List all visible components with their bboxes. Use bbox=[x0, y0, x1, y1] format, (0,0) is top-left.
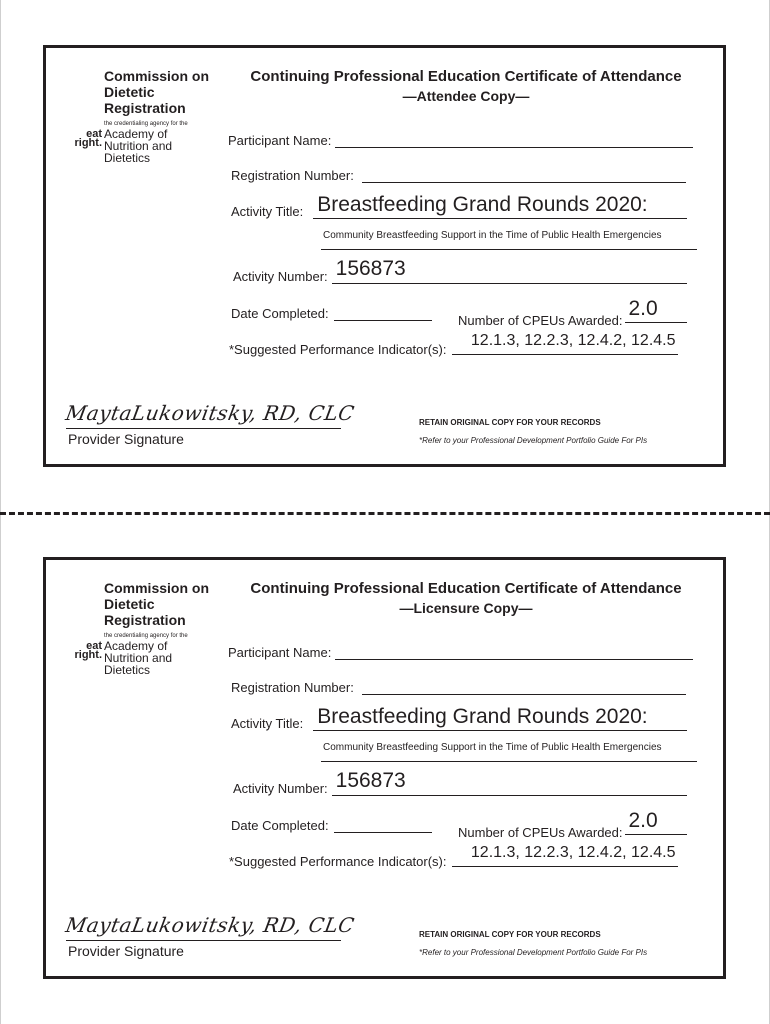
date-completed-row bbox=[231, 813, 432, 833]
performance-indicators-label: *Suggested Performance Indicator(s): bbox=[229, 854, 447, 869]
date-completed-label: Date Completed: bbox=[231, 306, 329, 321]
activity-subtitle-value: Community Breastfeeding Support in the Time of Public Health Emergencies bbox=[323, 230, 662, 241]
participant-name-row bbox=[228, 640, 693, 660]
provider-signature-label: Provider Signature bbox=[68, 431, 184, 447]
cpeu-value: 2.0 bbox=[628, 809, 658, 832]
performance-indicators-field bbox=[452, 843, 678, 867]
activity-title-field bbox=[313, 705, 687, 731]
participant-name-label: Participant Name: bbox=[228, 133, 332, 148]
activity-number-field bbox=[332, 257, 687, 284]
activity-title-field bbox=[313, 193, 687, 219]
logo-title: Commission on Dietetic Registration bbox=[104, 580, 210, 628]
provider-signature-script: MaytaLukowitsky, RD, CLC bbox=[63, 401, 357, 425]
logo-title: Commission on Dietetic Registration bbox=[104, 68, 210, 116]
cpeu-label: Number of CPEUs Awarded: bbox=[458, 825, 623, 840]
activity-subtitle-row bbox=[321, 738, 697, 762]
cpeu-row bbox=[458, 807, 687, 840]
certificate-title: Continuing Professional Education Certificate of Attendance bbox=[250, 580, 682, 597]
cpeu-field bbox=[625, 807, 687, 835]
registration-number-label: Registration Number: bbox=[231, 680, 354, 695]
activity-number-row bbox=[233, 769, 687, 796]
cpeu-row bbox=[458, 295, 687, 328]
signature-line bbox=[66, 940, 341, 941]
performance-indicators-row bbox=[229, 843, 678, 867]
activity-number-value: 156873 bbox=[335, 257, 406, 280]
registration-number-row bbox=[231, 675, 686, 695]
copy-type: —Licensure Copy— bbox=[399, 600, 533, 616]
performance-indicators-field bbox=[452, 331, 678, 355]
signature-line bbox=[66, 428, 341, 429]
cpeu-field bbox=[625, 295, 687, 323]
activity-number-row bbox=[233, 257, 687, 284]
activity-title-row bbox=[231, 705, 687, 731]
participant-name-field[interactable] bbox=[335, 128, 693, 148]
logo-org-name: Academy of Nutrition and Dietetics bbox=[104, 127, 173, 165]
activity-number-label: Activity Number: bbox=[233, 269, 328, 284]
activity-number-value: 156873 bbox=[335, 769, 406, 792]
performance-indicators-value: 12.1.3, 12.2.3, 12.4.2, 12.4.5 bbox=[470, 332, 676, 349]
participant-name-row bbox=[228, 128, 693, 148]
logo-tagline: the credentialing agency for the bbox=[104, 633, 188, 639]
certificate-title: Continuing Professional Education Certificate of Attendance bbox=[250, 68, 682, 85]
refer-notice: *Refer to your Professional Development Portfolio Guide For PIs bbox=[419, 948, 648, 957]
activity-title-value: Breastfeeding Grand Rounds 2020: bbox=[317, 193, 648, 216]
cpeu-label: Number of CPEUs Awarded: bbox=[458, 313, 623, 328]
activity-title-label: Activity Title: bbox=[231, 204, 304, 219]
date-completed-field[interactable] bbox=[334, 301, 432, 321]
activity-number-field bbox=[332, 769, 687, 796]
activity-title-row bbox=[231, 193, 687, 219]
registration-number-field[interactable] bbox=[362, 163, 686, 183]
registration-number-label: Registration Number: bbox=[231, 168, 354, 183]
certificate-heading bbox=[206, 580, 726, 616]
cpeu-value: 2.0 bbox=[628, 297, 658, 320]
retain-notice: RETAIN ORIGINAL COPY FOR YOUR RECORDS bbox=[419, 418, 601, 427]
activity-subtitle-field bbox=[321, 738, 697, 762]
registration-number-field[interactable] bbox=[362, 675, 686, 695]
copy-type: —Attendee Copy— bbox=[402, 88, 530, 104]
participant-name-field[interactable] bbox=[335, 640, 693, 660]
retain-notice: RETAIN ORIGINAL COPY FOR YOUR RECORDS bbox=[419, 930, 601, 939]
performance-indicators-label: *Suggested Performance Indicator(s): bbox=[229, 342, 447, 357]
refer-notice: *Refer to your Professional Development Portfolio Guide For PIs bbox=[419, 436, 648, 445]
activity-title-value: Breastfeeding Grand Rounds 2020: bbox=[317, 705, 648, 728]
eatright-logo-mark: eat right. bbox=[74, 640, 102, 661]
activity-subtitle-row bbox=[321, 226, 697, 250]
date-completed-row bbox=[231, 301, 432, 321]
provider-signature-label: Provider Signature bbox=[68, 943, 184, 959]
logo-tagline: the credentialing agency for the bbox=[104, 121, 188, 127]
certificate-heading bbox=[206, 68, 726, 104]
cut-line bbox=[0, 512, 770, 515]
activity-subtitle-value: Community Breastfeeding Support in the Time of Public Health Emergencies bbox=[323, 742, 662, 753]
certificate-licensure-copy bbox=[43, 557, 726, 979]
activity-title-label: Activity Title: bbox=[231, 716, 304, 731]
performance-indicators-row bbox=[229, 331, 678, 355]
activity-subtitle-field bbox=[321, 226, 697, 250]
participant-name-label: Participant Name: bbox=[228, 645, 332, 660]
logo-org-name: Academy of Nutrition and Dietetics bbox=[104, 639, 173, 677]
activity-number-label: Activity Number: bbox=[233, 781, 328, 796]
eatright-logo-mark: eat right. bbox=[74, 128, 102, 149]
performance-indicators-value: 12.1.3, 12.2.3, 12.4.2, 12.4.5 bbox=[470, 844, 676, 861]
certificate-attendee-copy bbox=[43, 45, 726, 467]
date-completed-field[interactable] bbox=[334, 813, 432, 833]
date-completed-label: Date Completed: bbox=[231, 818, 329, 833]
provider-signature-script: MaytaLukowitsky, RD, CLC bbox=[63, 913, 357, 937]
registration-number-row bbox=[231, 163, 686, 183]
